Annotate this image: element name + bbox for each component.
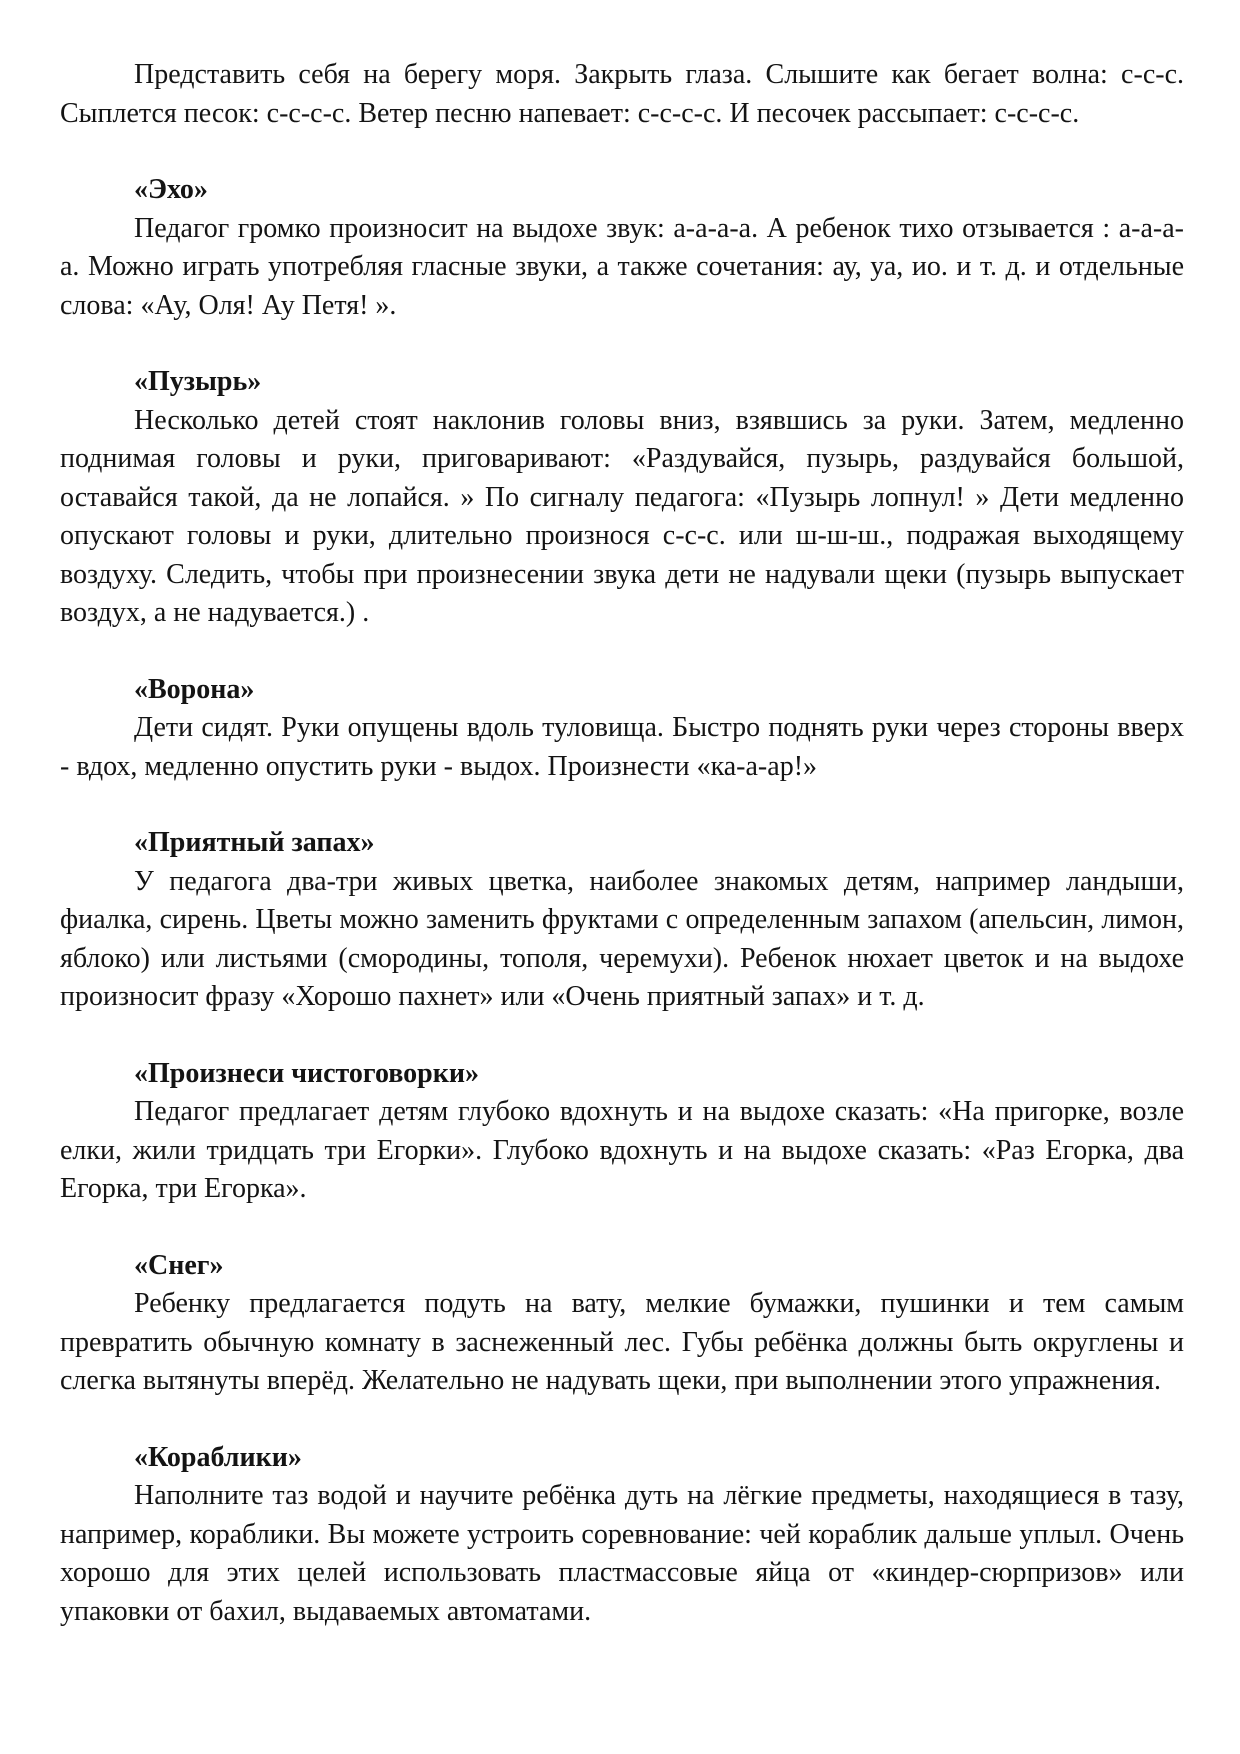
section-crow bbox=[60, 671, 1184, 787]
section-tongue-twisters bbox=[60, 1055, 1184, 1209]
section-text: Наполните таз водой и научите ребёнка дуть на лёгкие предметы, находящиеся в тазу, например, кораблики. Вы можете устроить соревнование: чей кораблик дальше уплыл. Очень хорошо для этих целей использовать пластмассовые яйца от «киндер-сюрпризов» или упаковки от бахил, выдаваемых автоматами. bbox=[60, 1480, 1184, 1627]
section-text: Педагог громко произносит на выдохе звук: а-а-а-а. А ребенок тихо отзывается : а-а-а-а. Можно играть употребляя гласные звуки, а также сочетания: ау, уа, ио. и т. д. и отдельные слова: «Ау, Оля! Ау Петя! ». bbox=[60, 212, 1184, 321]
section-title: «Приятный запах» bbox=[134, 827, 375, 858]
section-text: У педагога два-три живых цветка, наиболее знакомых детям, например ландыши, фиалка, сирень. Цветы можно заменить фруктами с определенным запахом (апельсин, лимон, яблоко) или листьями (смородины, тополя, черемухи). Ребенок нюхает цветок и на выдохе произносит фразу «Хорошо пахнет» или «Очень приятный запах» и т. д. bbox=[60, 865, 1184, 1012]
section-snow bbox=[60, 1247, 1184, 1401]
section-title: «Произнеси чистоговорки» bbox=[134, 1057, 480, 1089]
section-title: «Ворона» bbox=[134, 673, 255, 705]
section-title: «Эхо» bbox=[134, 174, 208, 205]
section-echo bbox=[60, 171, 1184, 325]
document-page bbox=[60, 56, 1184, 1631]
section-bubble bbox=[60, 363, 1184, 633]
intro-paragraph: Представить себя на берегу моря. Закрыть глаза. Слышите как бегает волна: с-с-с. Сыплется песок: с-с-с-с. Ветер песню напевает: с-с-с-с. И песочек рассыпает: с-с-с-с. bbox=[60, 59, 1184, 129]
section-title: «Снег» bbox=[134, 1249, 224, 1281]
section-text: Несколько детей стоят наклонив головы вниз, взявшись за руки. Затем, медленно поднимая головы и руки, приговаривают: «Раздувайся, пузырь, раздувайся большой, оставайся такой, да не лопайся. » По сигналу педагога: «Пузырь лопнул! » Дети медленно опускают головы и руки, длительно произнося с-с-с. или ш-ш-ш., подражая выходящему воздуху. Следить, чтобы при произнесении звука дети не надували щеки (пузырь выпускает воздух, а не надувается.) . bbox=[60, 404, 1184, 628]
section-title: «Пузырь» bbox=[134, 366, 262, 397]
section-text: Педагог предлагает детям глубоко вдохнуть и на выдохе сказать: «На пригорке, возле елки, жили тридцать три Егорки». Глубоко вдохнуть и на выдохе сказать: «Раз Егорка, два Егорка, три Егорка». bbox=[60, 1096, 1184, 1204]
section-text: Дети сидят. Руки опущены вдоль туловища. Быстро поднять руки через стороны вверх - вдох, медленно опустить руки - выдох. Произнести «ка-а-ар!» bbox=[60, 712, 1184, 782]
section-boats bbox=[60, 1439, 1184, 1632]
section-pleasant-smell bbox=[60, 824, 1184, 1017]
section-title: «Кораблики» bbox=[134, 1441, 302, 1473]
section-text: Ребенку предлагается подуть на вату, мелкие бумажки, пушинки и тем самым превратить обычную комнату в заснеженный лес. Губы ребёнка должны быть округлены и слегка вытянуты вперёд. Желательно не надувать щеки, при выполнении этого упражнения. bbox=[60, 1288, 1184, 1396]
